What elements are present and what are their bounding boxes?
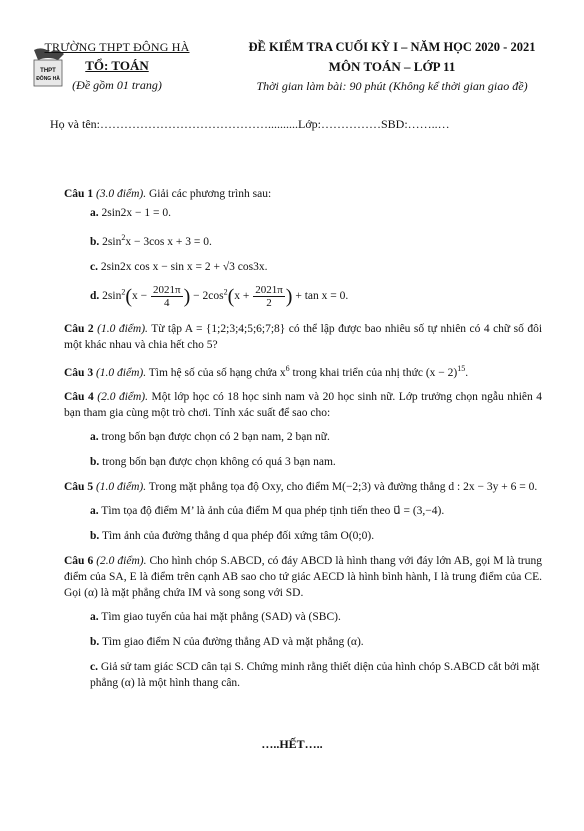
question-6: Câu 6 (2.0 điểm). Cho hình chóp S.ABCD, có đáy ABCD là hình thang với đáy lớn AB, gọi M là trung điểm của SA, E là điểm trên cạnh AB sao cho tứ giác AECD là hình bình hành, I là trung điểm của CE. Gọi (α) là mặt phẳng chứa IM và song song với SD. [64, 554, 543, 599]
logo-text-2: ĐÔNG HÀ [36, 76, 60, 82]
q1d-fraction-1: $\frac{2021\pi}{4}$ [153, 283, 181, 309]
q2-text: Từ tập A = {1;2;3;4;5;6;7;8} có thể lập được bao nhiêu số tự nhiên có 4 chữ số đôi một khác nhau và chia hết cho 5? [64, 322, 543, 351]
department: TỔ: TOÁN [85, 58, 149, 73]
subject-title: MÔN TOÁN – LỚP 11 [328, 59, 456, 74]
q4b: b. trong bốn bạn được chọn không có quá 3 bạn nam. [90, 455, 336, 468]
q1d-fraction-2: $\frac{2021\pi}{2}$ [255, 283, 283, 309]
q5a: a. Tìm tọa độ điểm M’ là ảnh của điểm M qua phép tịnh tiến theo u⃗ = (3,−4). [90, 504, 445, 517]
exam-title: ĐỀ KIỂM TRA CUỐI KỲ I – NĂM HỌC 2020 - 2021 [248, 40, 536, 54]
q5-text: Trong mặt phẳng tọa độ Oxy, cho điểm M(−2;3) và đường thẳng d : 2x − 3y + 6 = 0. [148, 480, 538, 493]
question-2: Câu 2 (1.0 điểm). Từ tập A = {1;2;3;4;5;6;7;8} có thể lập được bao nhiêu số tự nhiên có 4 chữ số đôi một khác nhau và chia hết cho 5? [64, 322, 543, 351]
logo-text-1: THPT [40, 68, 56, 74]
student-info: Họ và tên:……………………………………..........Lớp:……………SBD:……..… [50, 117, 450, 131]
q1-points: (3.0 điểm). [95, 188, 147, 200]
q1d: d. $2\sin^2(x$ − $\frac{2021\pi}{4}$ ) − $2\cos^2(x$ + $\frac{2021\pi}{2}$ ) + tan x = 0. [90, 283, 349, 309]
q6a: a. Tìm giao tuyến của hai mặt phẳng (SAD) và (SBC). [90, 610, 341, 623]
questions [64, 186, 542, 700]
time-note: Thời gian làm bài: 90 phút (Không kể thời gian giao đề) [256, 79, 528, 93]
school-name: TRƯỜNG THPT ĐÔNG HÀ [44, 40, 190, 54]
question-1 [64, 186, 542, 202]
q6c: c. Giả sử tam giác SCD cân tại S. Chứng minh rằng thiết diện của hình chóp S.ABCD cắt bởi mặt phẳng (α) là một hình thang cân. [90, 660, 540, 689]
q1b: b. $2\sin^2x - 3\cos$ x + 3 = 0. [90, 233, 212, 248]
question-5: Câu 5 (1.0 điểm). Trong mặt phẳng tọa độ Oxy, cho điểm M(−2;3) và đường thẳng d : 2x − 3y + 6 = 0. [64, 480, 538, 493]
q5b: b. Tìm ảnh của đường thẳng d qua phép đối xứng tâm O(0;0). [90, 529, 375, 542]
q1a-expr: 2sin2x − 1 = 0. [101, 207, 172, 219]
q1c-expr: 2sin2x cos x − sin x = 2 + √3 cos3x. [100, 260, 268, 273]
q1-text: Giải các phương trình sau: [148, 188, 272, 200]
pages-note: (Đề gồm 01 trang) [72, 78, 162, 92]
question-4: Câu 4 (2.0 điểm). Một lớp học có 18 học sinh nam và 20 học sinh nữ. Lớp trưởng chọn ngẫu nhiên 4 bạn tham gia cùng một trò chơi. Tính xác suất để sao cho: [64, 390, 543, 419]
q4-text: Một lớp học có 18 học sinh nam và 20 học sinh nữ. Lớp trưởng chọn ngẫu nhiên 4 bạn tham gia cùng một trò chơi. Tính xác suất để sao cho: [64, 390, 543, 419]
header-right [222, 40, 562, 94]
q1c: c. 2sin2x cos x − sin x = 2 + √3 cos3x. [90, 260, 268, 273]
q1a: a. 2sin2x − 1 = 0. [90, 207, 172, 219]
header-left [28, 40, 206, 93]
q6-text: Cho hình chóp S.ABCD, có đáy ABCD là hình thang với đáy lớn AB, gọi M là trung điểm của SA, E là điểm trên cạnh AB sao cho tứ giác AECD là hình bình hành, I là trung điểm của CE. Gọi (α) là mặt phẳng chứa IM và song song với SD. [64, 554, 543, 599]
q6b: b. Tìm giao điểm N của đường thẳng AD và mặt phẳng (α). [90, 635, 364, 648]
q1-label: Câu 1 [64, 188, 94, 200]
question-3: Câu 3 (1.0 điểm). Tìm hệ số của số hạng chứa $x^6$ trong khai triển của nhị thức $(x - 2)^{15}$. [64, 363, 469, 379]
q4a: a. trong bốn bạn được chọn có 2 bạn nam, 2 bạn nữ. [90, 430, 330, 443]
end-marker: …..HẾT….. [261, 737, 323, 751]
